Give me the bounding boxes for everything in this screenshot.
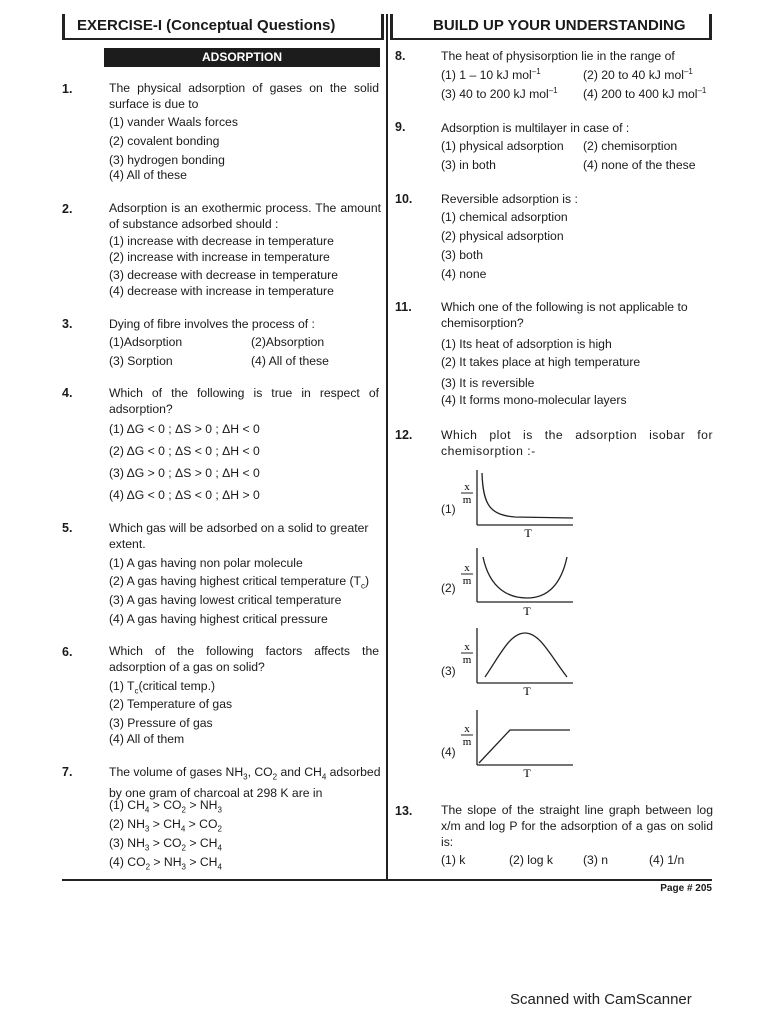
option: (4) decrease with increase in temperature (109, 284, 334, 298)
option: (4) A gas having highest critical pressure (109, 612, 328, 626)
option-text: (2) 20 to 40 kJ mol (583, 68, 684, 83)
plot-option-label: (4) (441, 745, 456, 759)
option: (4) none of the these (583, 158, 696, 172)
plot-option-label: (3) (441, 664, 456, 678)
y-label-x: x (464, 562, 470, 574)
question-number: 5. (62, 521, 73, 535)
question-number: 1. (62, 82, 73, 96)
option: (1) physical adsorption (441, 139, 564, 153)
question-text: The physical adsorption of gases on the solid surface is due to (109, 81, 379, 111)
option-text: (2) NH (109, 817, 145, 831)
option: (2) log k (509, 853, 554, 867)
option: (3) Pressure of gas (109, 716, 213, 730)
question-number: 13. (395, 804, 413, 818)
option: (1) 1 – 10 kJ mol$^{-1}$ (441, 67, 541, 83)
x-label: T (523, 604, 531, 618)
question-text: Dying of fibre involves the process of : (109, 317, 315, 331)
option: (3) A gas having lowest critical temperature (109, 593, 342, 607)
isobar-plot-2 (455, 545, 580, 620)
option: (3) 40 to 200 kJ mol$^{-1}$ (441, 86, 558, 102)
option: (2) covalent bonding (109, 134, 220, 148)
option: (4) All of these (251, 354, 329, 368)
option-text: (2) A gas having highest critical temperature (T (109, 574, 361, 588)
option: (1) ΔG < 0 ; ΔS > 0 ; ΔH < 0 (109, 422, 260, 436)
question-text: Which gas will be adsorbed on a solid to greater extent. (109, 521, 369, 551)
x-label: T (524, 526, 532, 540)
option: (2) physical adsorption (441, 229, 564, 243)
plot-option-label: (2) (441, 581, 456, 595)
question-text: Adsorption is multilayer in case of : (441, 121, 630, 135)
option: (1) chemical adsorption (441, 210, 568, 224)
option-text: (3) 40 to 200 kJ mol (441, 87, 549, 102)
option: (2) chemisorption (583, 139, 678, 153)
question-text: Reversible adsorption is : (441, 192, 578, 206)
option: (4) 1/n (649, 853, 685, 867)
option: (2) 20 to 40 kJ mol$^{-1}$ (583, 67, 693, 83)
isobar-plot-1 (455, 465, 580, 540)
option: (3) ΔG > 0 ; ΔS > 0 ; ΔH < 0 (109, 466, 260, 480)
option: (4) none (441, 267, 487, 281)
curve (483, 557, 567, 598)
question-text: Which of the following is true in respect of adsorption? (109, 386, 379, 416)
curve (479, 730, 570, 763)
option: (3) hydrogen bonding (109, 153, 225, 167)
option: (2) $NH_3 > CH_4 > CO_2$ (109, 817, 222, 834)
y-label-m: m (462, 736, 472, 748)
x-label: T (523, 766, 531, 780)
question-number: 4. (62, 386, 73, 400)
option: (4) $CO_2 > NH_3 > CH_4$ (109, 855, 222, 872)
option: (4) All of them (109, 732, 185, 746)
option: (4) 200 to 400 kJ mol$^{-1}$ (583, 86, 707, 102)
y-label-x: x (464, 481, 470, 493)
option-text: (1) T (109, 679, 135, 693)
option-text: (4) 200 to 400 kJ mol (583, 87, 698, 102)
option: (2) Temperature of gas (109, 697, 233, 711)
option-text: (4) CO (109, 855, 146, 869)
option-text: (1) 1 – 10 kJ mol (441, 68, 532, 83)
column-divider (386, 14, 388, 880)
option: (3) $NH_3 > CO_2 > CH_4$ (109, 836, 222, 853)
section-banner: ADSORPTION (104, 48, 380, 67)
curve (482, 473, 573, 518)
question-text: The slope of the straight line graph between log x/m and log P for the adsorption of a gas on solid is: (441, 803, 713, 849)
question-text: Which plot is the adsorption isobar for chemisorption :- (441, 428, 713, 458)
option: (3) decrease with decrease in temperature (109, 268, 338, 282)
question-number: 8. (395, 49, 406, 63)
question-text: Which one of the following is not applicable to chemisorption? (441, 300, 688, 330)
option: (2) increase with increase in temperature (109, 250, 330, 264)
exercise-header (62, 14, 384, 40)
page-number: Page # 205 (660, 883, 712, 894)
option: (3) both (441, 248, 484, 262)
isobar-plot-3 (455, 625, 580, 700)
scanner-watermark: Scanned with CamScanner (510, 991, 692, 1008)
option: (3) It is reversible (441, 376, 535, 390)
question-number: 11. (395, 300, 412, 314)
option: (1) Its heat of adsorption is high (441, 337, 612, 351)
y-label-x: x (464, 723, 470, 735)
option: (1) $CH_4 > CO_2 > NH_3$ (109, 798, 222, 815)
question-text: Adsorption is an exothermic process. The amount of substance adsorbed should : (109, 201, 381, 231)
footer-divider (62, 879, 712, 881)
question-text: The volume of gases $NH_3$, $CO_2$ and $CH_4$ adsorbed by one gram of charcoal at 298 K are in (109, 765, 381, 801)
isobar-plot-4 (455, 705, 580, 780)
option: (1) vander Waals forces (109, 115, 238, 129)
option-text: (3) NH (109, 836, 145, 850)
option: (3) Sorption (109, 354, 173, 368)
option: (4) All of these (109, 168, 187, 182)
q7-text-end: adsorbed by one gram of charcoal at 298 K are in (109, 765, 381, 801)
option: (1) k (441, 853, 466, 867)
option: (2) It takes place at high temperature (441, 355, 641, 369)
y-label-m: m (462, 575, 472, 587)
option: (1)Adsorption (109, 335, 183, 349)
option: (3) n (583, 853, 609, 867)
y-label-m: m (462, 494, 472, 506)
x-label: T (523, 684, 531, 698)
option: (3) in both (441, 158, 496, 172)
question-number: 10. (395, 192, 413, 206)
question-text: Which of the following factors affects the adsorption of a gas on solid? (109, 644, 379, 674)
option: (4) ΔG < 0 ; ΔS < 0 ; ΔH > 0 (109, 488, 260, 502)
exercise-title: EXERCISE-I (Conceptual Questions) (77, 17, 336, 34)
question-number: 7. (62, 765, 73, 779)
question-number: 12. (395, 428, 413, 442)
option-text: (1) CH (109, 798, 145, 812)
option: (1) $T_c(critical$ temp.) (109, 679, 216, 696)
y-label-m: m (462, 654, 472, 666)
option: (2)Absorption (251, 335, 325, 349)
build-up-title: BUILD UP YOUR UNDERSTANDING (433, 17, 686, 34)
q7-text-start: The volume of gases NH (109, 765, 244, 779)
question-text: The heat of physisorption lie in the range of (441, 49, 675, 63)
option: (2) ΔG < 0 ; ΔS < 0 ; ΔH < 0 (109, 444, 260, 458)
option: (1) increase with decrease in temperature (109, 234, 334, 248)
option: (1) A gas having non polar molecule (109, 556, 303, 570)
plot-option-label: (1) (441, 502, 456, 516)
option: (2) A gas having highest critical temperature $(T_c)$ (109, 574, 370, 591)
question-number: 3. (62, 317, 73, 331)
curve (485, 633, 567, 677)
question-number: 2. (62, 202, 73, 216)
question-number: 9. (395, 120, 406, 134)
build-up-header (390, 14, 712, 40)
option: (4) It forms mono-molecular layers (441, 393, 627, 407)
question-number: 6. (62, 645, 73, 659)
y-label-x: x (464, 641, 470, 653)
